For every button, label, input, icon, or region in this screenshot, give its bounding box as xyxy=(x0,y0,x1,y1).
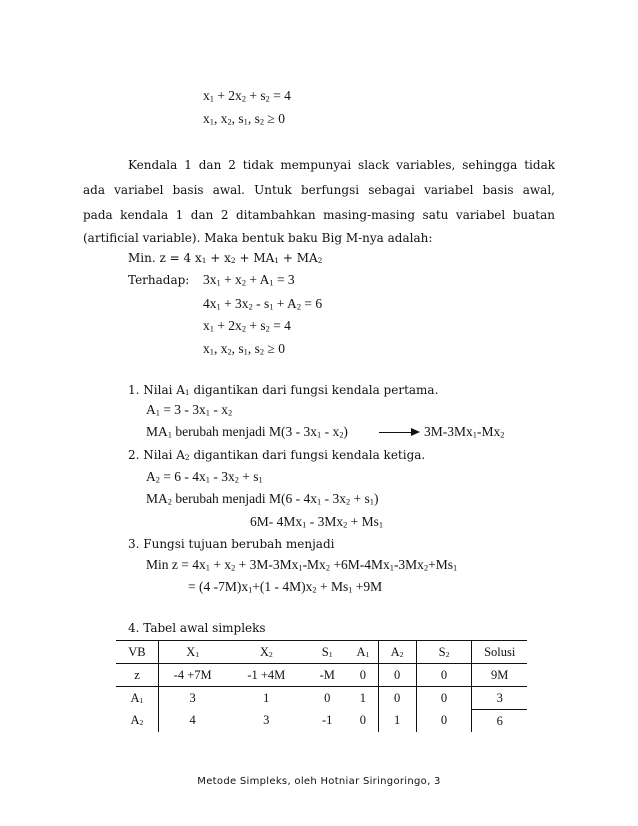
step-2-equation: $A_2 = 6 - 4x_1 - 3x_2 + s_1$ xyxy=(146,469,263,485)
table-row xyxy=(116,687,527,710)
table-cell: 6 xyxy=(496,713,503,728)
step-4-title: 4. Tabel awal simpleks xyxy=(128,621,266,635)
table-row xyxy=(116,664,527,687)
table-cell: -1 xyxy=(321,713,333,728)
table-cell: $A_2$ xyxy=(116,710,158,733)
step-2-ma: $MA_2$ berubah menjadi $M(6 - 4x_1 - 3x_2 + s_1)$ xyxy=(146,491,379,507)
paragraph-line-3: pada kendala 1 dan 2 ditambahkan masing-masing satu variabel buatan xyxy=(83,208,555,222)
table-cell: 0 xyxy=(378,664,416,687)
bigm-nonnegativity: $x_1$, $x_2$, $s_1$, $s_2 \ge 0$ xyxy=(203,341,285,357)
bigm-objective: Min. z = 4 $x_1 + x_2 + MA_1 + MA_2$ xyxy=(128,251,323,266)
arrow-right-icon xyxy=(379,432,413,433)
table-cell: 3 xyxy=(189,690,196,705)
header-s2: $S_2$ xyxy=(416,641,472,664)
header-vb: VB xyxy=(116,641,158,664)
step-1-equation: $A_1 = 3 - 3x_1 - x_2$ xyxy=(146,402,233,418)
table-cell: -4 +7M xyxy=(158,664,226,687)
table-cell: 0 xyxy=(416,664,472,687)
table-cell: -M xyxy=(306,664,348,687)
step-1-ma: $MA_1$ berubah menjadi $M(3 - 3x_1 - x_2)$ xyxy=(146,424,348,440)
table-cell: 0 xyxy=(416,710,472,733)
header-x2: $X_2$ xyxy=(226,641,306,664)
paragraph-line-2: ada variabel basis awal. Untuk berfungsi sebagai variabel basis awal, xyxy=(83,183,555,197)
table-cell: 0 xyxy=(378,687,416,710)
bigm-constraint-3: $x_1 + 2x_2 + s_2 = 4$ xyxy=(203,318,291,334)
header-solusi: Solusi xyxy=(472,641,527,664)
table-cell: 0 xyxy=(324,690,331,705)
header-a1: $A_1$ xyxy=(348,641,378,664)
bigm-subject-label: Terhadap: xyxy=(128,273,190,287)
arrowhead-icon xyxy=(411,428,420,436)
header-x1: $X_1$ xyxy=(158,641,226,664)
table-row xyxy=(116,710,527,733)
bigm-constraint-1: $3x_1 + x_2 + A_1 = 3$ xyxy=(203,272,295,288)
step-1-result: $3M-3Mx_1-Mx_2$ xyxy=(424,424,505,440)
table-cell: -1 +4M xyxy=(226,664,306,687)
paragraph-line-4: (artificial variable). Maka bentuk baku Big M-nya adalah: xyxy=(83,231,433,245)
step-3-equation-1: Min $z = 4x_1 + x_2 + 3M-3Mx_1-Mx_2 +6M-4Mx_1-3Mx_2+Ms_1$ xyxy=(146,557,458,573)
table-cell: 1 xyxy=(263,690,270,705)
step-3-title: 3. Fungsi tujuan berubah menjadi xyxy=(128,537,335,551)
bigm-constraint-2: $4x_1 + 3x_2 - s_1 + A_2 = 6$ xyxy=(203,296,323,312)
table-header-row xyxy=(116,641,527,664)
table-cell: $A_1$ xyxy=(116,687,158,710)
table-cell: 3 xyxy=(472,687,527,710)
page-footer: Metode Simpleks, oleh Hotniar Siringoringo, 3 xyxy=(197,776,441,787)
table-cell: 1 xyxy=(378,710,416,733)
header-s1: $S_1$ xyxy=(306,641,348,664)
step-3-equation-2: = (4 $-7M)x_1+(1 - 4M)x_2 + Ms_1 +9M$ xyxy=(188,579,383,595)
step-2-title: 2. Nilai $A_2$ digantikan dari fungsi kendala ketiga. xyxy=(128,448,426,463)
table-cell: 1 xyxy=(348,687,378,710)
paragraph-line-1: Kendala 1 dan 2 tidak mempunyai slack variables, sehingga tidak xyxy=(128,158,555,172)
table-cell: 0 xyxy=(348,664,378,687)
step-1-title: 1. Nilai $A_1$ digantikan dari fungsi kendala pertama. xyxy=(128,383,439,398)
nonnegativity-line: $x_1$, $x_2$, $s_1$, $s_2 \ge 0$ xyxy=(203,111,285,127)
constraint-line: $x_1 + 2x_2 + s_2 = 4$ xyxy=(203,88,291,104)
header-a2: $A_2$ xyxy=(378,641,416,664)
table-cell: 3 xyxy=(263,713,270,728)
table-cell: 4 xyxy=(189,713,196,728)
table-cell: z xyxy=(116,664,158,687)
table-cell: 0 xyxy=(416,687,472,710)
table-cell: 0 xyxy=(348,710,378,733)
table-cell: 9M xyxy=(472,664,527,687)
step-2-result: 6M- $4Mx_1 - 3Mx_2 + Ms_1$ xyxy=(250,514,384,530)
initial-simplex-table xyxy=(116,640,527,732)
